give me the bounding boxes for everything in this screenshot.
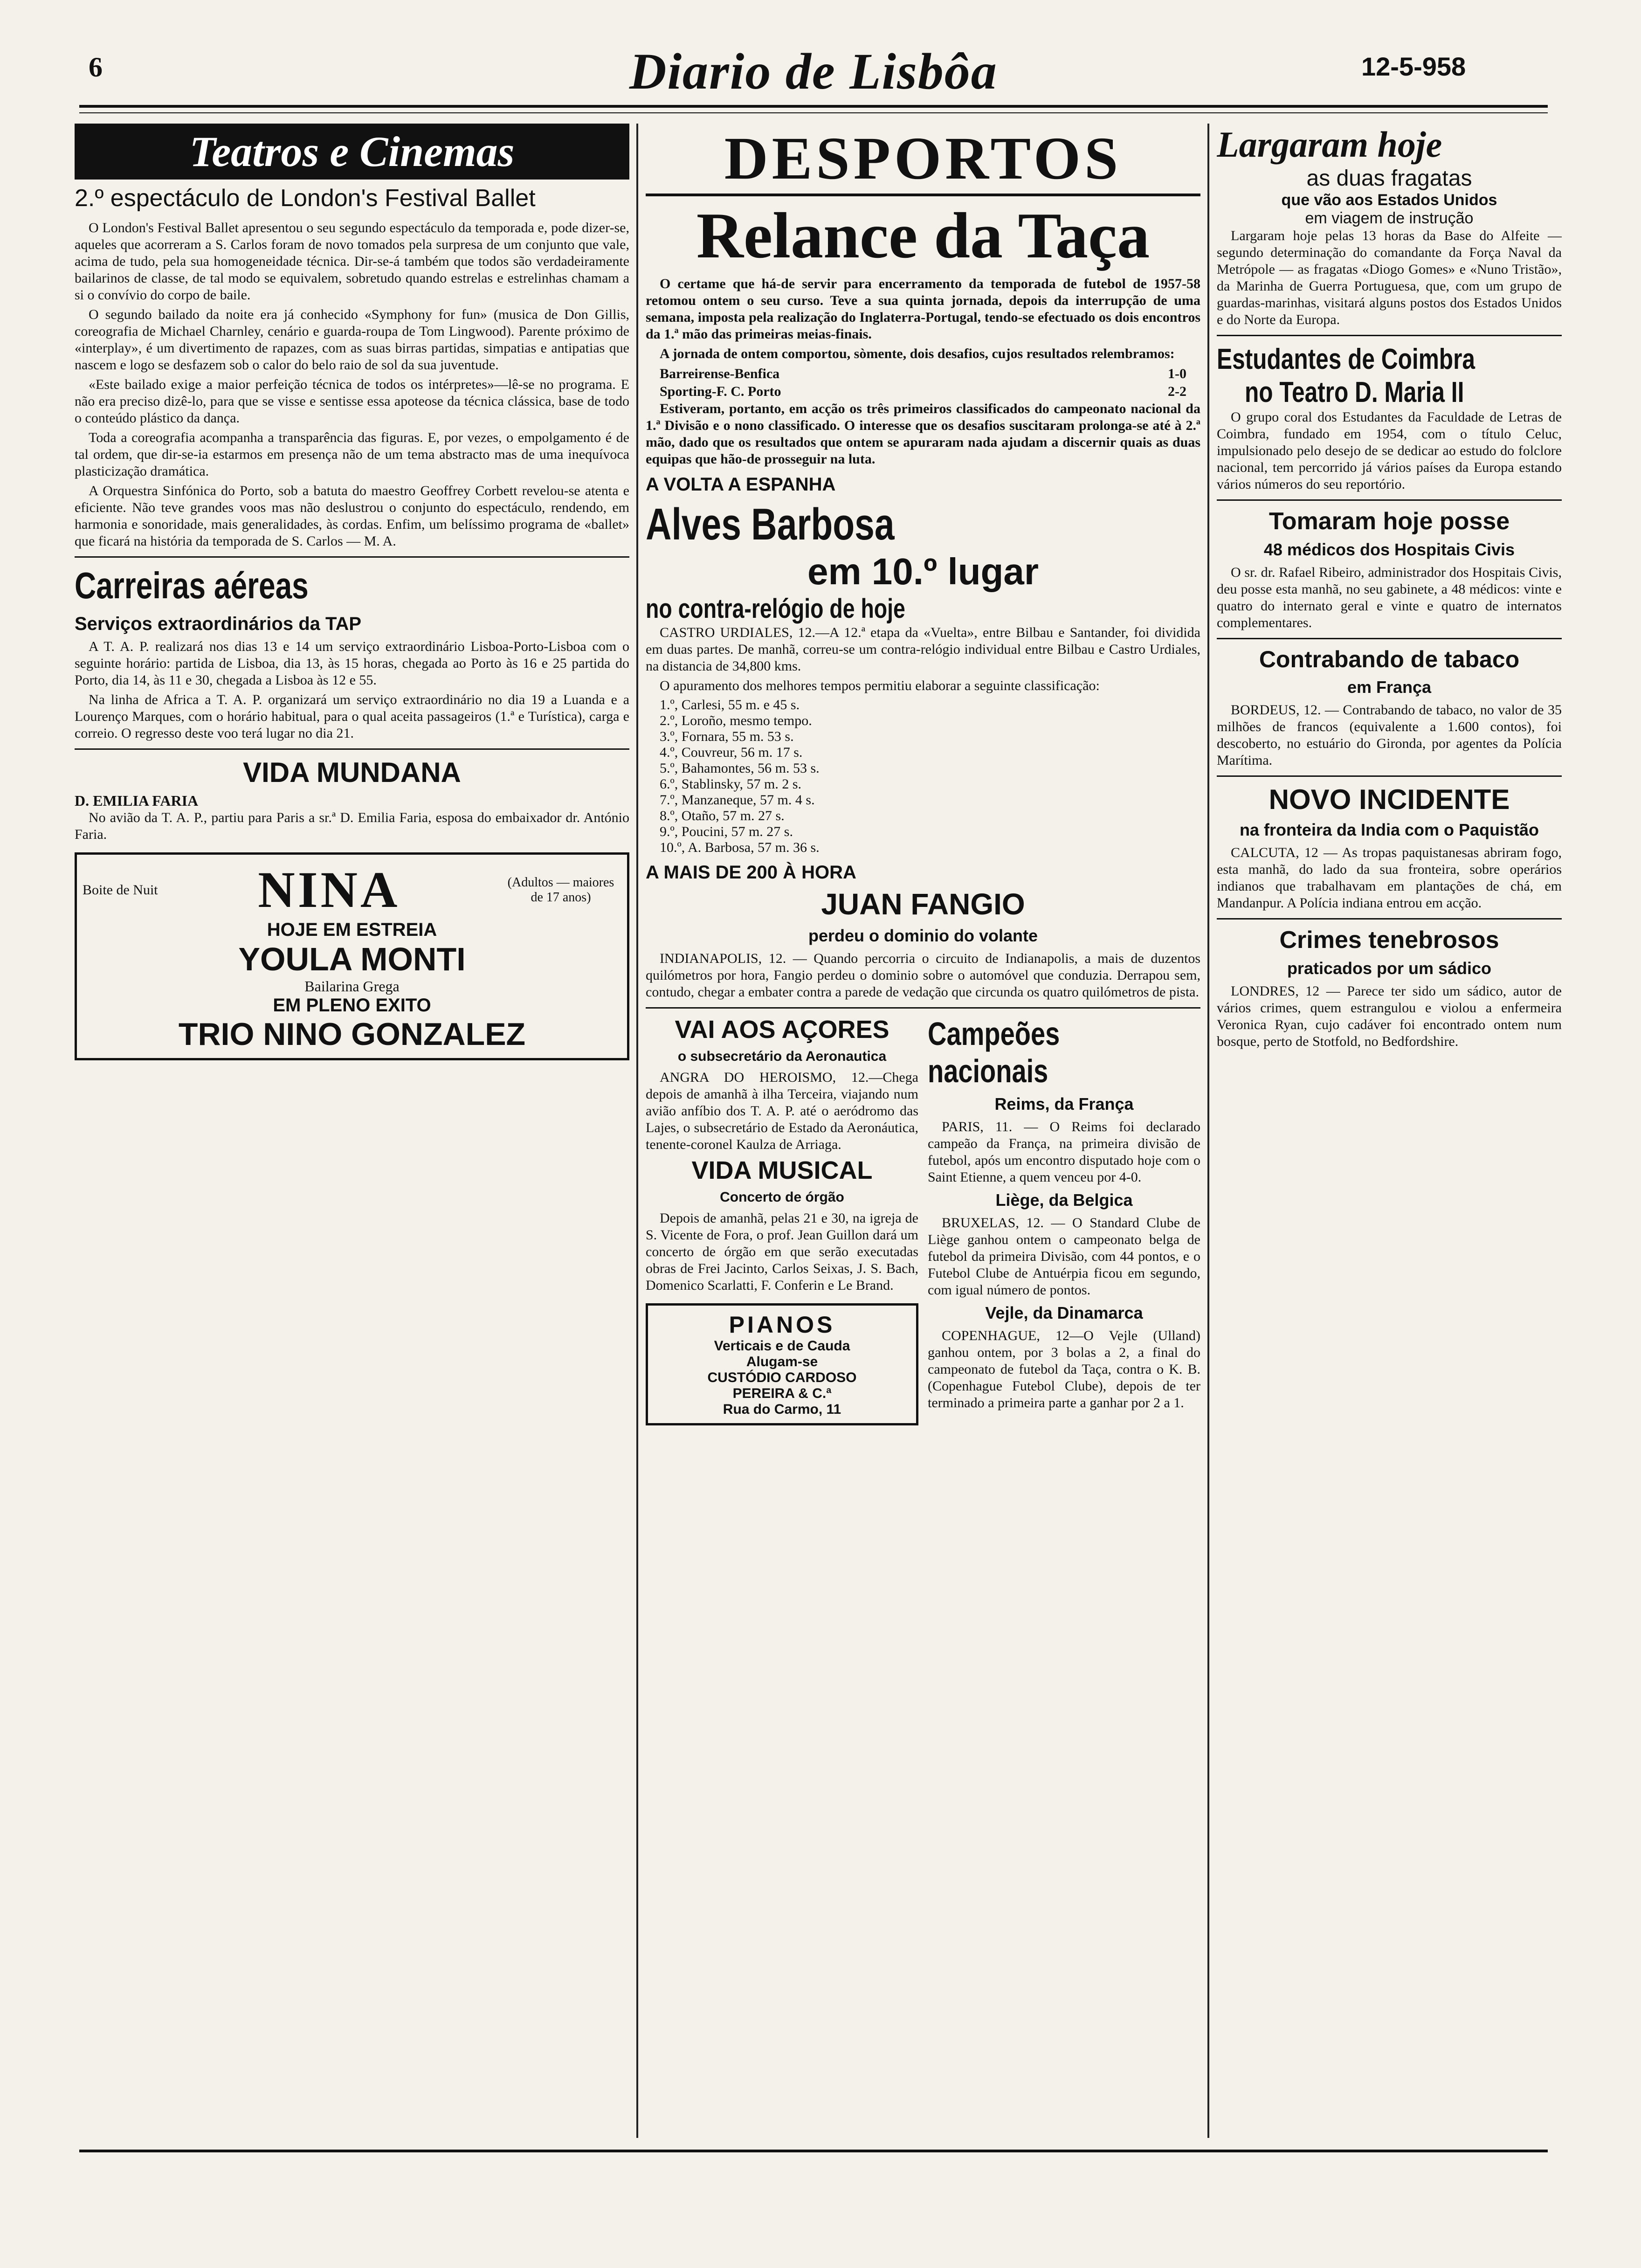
section-title-desportos: DESPORTOS bbox=[646, 124, 1200, 196]
nina-advertisement bbox=[75, 852, 629, 1060]
mundana-title: VIDA MUNDANA bbox=[243, 757, 461, 788]
fangio-paragraph: INDIANAPOLIS, 12. — Quando percorria o circuito de Indianapolis, a mais de duzentos quilómetros por hora, Fangio perdeu o dominio sobre o automóvel que conduzia. Derrapou sem, contudo, chegar a embater contra a parede de vedação que circunda os quatro quilómetros de pista. bbox=[646, 951, 1200, 1000]
divider bbox=[1217, 638, 1562, 639]
classification-item: 8.º, Otaño, 57 m. 27 s. bbox=[660, 808, 785, 823]
musical-paragraph: Depois de amanhã, pelas 21 e 30, na igreja de S. Vicente de Fora, o prof. Jean Guillon dará um concerto de órgão em que serão executadas obras de Frei Jacinto, Carlos Seixas, J. S. Bach, Domenico Scarlatti, F. Conferin e Le Brand. bbox=[646, 1210, 918, 1293]
campeoes-title: Campeões nacionais bbox=[928, 1016, 1060, 1089]
ad-line: CUSTÓDIO CARDOSO bbox=[707, 1370, 857, 1385]
ad-line: HOJE EM ESTREIA bbox=[267, 920, 437, 940]
incidente-paragraph: CALCUTA, 12 — As tropas paquistanesas abriram fogo, esta manhã, do lado da sua fronteira, sobre operários indianos que trabalhavam em plantações de chá, em Mandanpur. A Polícia indiana entrou em acção. bbox=[1217, 845, 1562, 911]
column-divider bbox=[1207, 124, 1209, 2138]
tabaco-sub: em França bbox=[1347, 678, 1432, 697]
ad-line: Verticais e de Cauda bbox=[714, 1338, 850, 1354]
tap-title: Carreiras aéreas bbox=[75, 565, 309, 606]
ad-line: TRIO NINO GONZALEZ bbox=[178, 1016, 526, 1052]
divider bbox=[1217, 918, 1562, 920]
mundana-paragraph: No avião da T. A. P., partiu para Paris a sr.ª D. Emilia Faria, esposa do embaixador dr. António Faria. bbox=[75, 810, 629, 842]
classification-list bbox=[660, 697, 1200, 856]
column-theatre bbox=[75, 124, 629, 2138]
mundana-name: D. EMILIA FARIA bbox=[75, 792, 199, 809]
classification-item: 6.º, Stablinsky, 57 m. 2 s. bbox=[660, 776, 802, 792]
fragatas-sub: que vão aos Estados Unidos bbox=[1281, 191, 1497, 209]
classification-item: 5.º, Bahamontes, 56 m. 53 s. bbox=[660, 761, 820, 776]
volta-sub2: no contra-relógio de hoje bbox=[646, 594, 905, 624]
tap-paragraph: Na linha de Africa a T. A. P. organizará um serviço extraordinário no dia 19 a Luanda e a Lourenço Marques, com o horário habitual, para o qual aceita passageiros (1.ª e Turística), carga e correio. O regresso deste voo terá lugar no dia 21. bbox=[75, 692, 629, 741]
classification-item: 9.º, Poucini, 57 m. 27 s. bbox=[660, 824, 793, 839]
classification-item: 7.º, Manzaneque, 57 m. 4 s. bbox=[660, 792, 815, 808]
score-match: Sporting-F. C. Porto bbox=[660, 384, 781, 399]
ballet-paragraph: O London's Festival Ballet apresentou o seu segundo espectáculo da temporada e, pode dizer-se, aqueles que acorreram a S. Carlos foram de novo tomados pela surpresa de um conjunto que vale, acima de tudo, pela sua homogeneidade técnica. Dir-se-á também que todos são verdadeiramente bailarinos de classe, de tal modo se equivalem, sobretudo quando estrelas e estrelinhas chamam a si o convívio do corpo de baile. bbox=[75, 220, 629, 303]
crimes-sub: praticados por um sádico bbox=[1287, 959, 1492, 978]
ad-line: PEREIRA & C.ª bbox=[732, 1386, 832, 1401]
ballet-paragraph: A Orquestra Sinfónica do Porto, sob a batuta do maestro Geoffrey Corbett revelou-se atenta e eficiente. Não teve grandes voos mas não deslustrou o conjunto do espectáculo, rendendo, em harmonia e sonoridade, mais generalidades, às cordas. Enfim, um belíssimo programa de «ballet» que ficará na história da temporada de S. Carlos — M. A. bbox=[75, 483, 629, 549]
coimbra-paragraph: O grupo coral dos Estudantes da Faculdade de Letras de Coimbra, fundado em 1954, com o título Celuc, impulsionado pelo desejo de se dedicar ao estudo do folclore nacional, tem percorrido já vários países da Europa estando vários números do seu reportório. bbox=[1217, 409, 1562, 492]
classification-intro: O apuramento dos melhores tempos permitiu elaborar a seguinte classificação: bbox=[660, 678, 1100, 693]
divider bbox=[75, 556, 629, 558]
musical-sub: Concerto de órgão bbox=[720, 1189, 844, 1205]
crimes-title: Crimes tenebrosos bbox=[1279, 927, 1499, 954]
volta-paragraph: CASTRO URDIALES, 12.—A 12.ª etapa da «Vuelta», entre Bilbau e Santander, foi dividida em duas partes. De manhã, correu-se um contra-relógio individual entre Bilbau e Castro Urdiales, na distancia de 34,800 kms. bbox=[646, 625, 1200, 674]
ad-line: Rua do Carmo, 11 bbox=[723, 1402, 841, 1417]
vejle-paragraph: COPENHAGUE, 12—O Vejle (Ulland) ganhou ontem, por 3 bolas a 2, a final do campeonato de futebol da Taça, contra o K. B. (Copenhague Futebol Clube), depois de ter terminado a primeira parte a ganhar por 2 a 1. bbox=[928, 1328, 1200, 1411]
classification-item: 4.º, Couvreur, 56 m. 17 s. bbox=[660, 745, 803, 760]
fragatas-sub: as duas fragatas bbox=[1306, 166, 1472, 191]
issue-date: 12-5-958 bbox=[1361, 52, 1466, 81]
ad-line: PIANOS bbox=[729, 1312, 835, 1338]
ad-line: EM PLENO EXITO bbox=[273, 995, 431, 1016]
classification-item: 2.º, Loroño, mesmo tempo. bbox=[660, 713, 812, 728]
ballet-paragraph: O segundo bailado da noite era já conhecido «Symphony for fun» (musica de Don Gillis, coreografia de Michael Charnley, cenário e guarda-roupa de Tom Lingwood). Parente próximo de «interplay», é um divertimento de rapazes, com as suas birras partidas, simpatias e antipatias que nascem e logo se desfazem sob o calor do belo raio de sol da sua juventude. bbox=[75, 307, 629, 373]
tabaco-paragraph: BORDEUS, 12. — Contrabando de tabaco, no valor de 35 milhões de francos (equivalente a 1.600 contos), foi descoberto, no estuário do Gironda, por agentes da Polícia Marítima. bbox=[1217, 702, 1562, 768]
footer-rule bbox=[79, 2150, 1548, 2156]
reims-sub: Reims, da França bbox=[994, 1094, 1134, 1113]
score-result: 2-2 bbox=[1168, 384, 1186, 399]
score-match: Barreirense-Benfica bbox=[660, 366, 780, 381]
ad-line: Alugam-se bbox=[746, 1354, 818, 1369]
ballet-headline: 2.º espectáculo de London's Festival Ballet bbox=[75, 185, 536, 212]
coimbra-title: Estudantes de Coimbra bbox=[1217, 343, 1475, 375]
divider bbox=[646, 1007, 1200, 1009]
posse-paragraph: O sr. dr. Rafael Ribeiro, administrador dos Hospitais Civis, deu posse esta manhã, no seu gabinete, a 48 médicos: vinte e quatro do internato geral e vinte e quatro de internatos complementares. bbox=[1217, 565, 1562, 630]
newspaper-title: Diario de Lisbôa bbox=[629, 43, 998, 100]
acores-title: VAI AOS AÇORES bbox=[675, 1016, 889, 1044]
fragatas-paragraph: Largaram hoje pelas 13 horas da Base do Alfeite — segundo determinação do comandante da Força Naval da Metrópole — as fragatas «Diogo Gomes» e «Nuno Tristão», da Marinha de Guerra Portuguesa, que, com um grupo de guardas-marinhas, visitará alguns postos dos Estados Unidos e do Norte da Europa. bbox=[1217, 228, 1562, 327]
column-news bbox=[1217, 124, 1562, 2138]
incidente-title: NOVO INCIDENTE bbox=[1269, 784, 1510, 815]
page-number: 6 bbox=[89, 52, 103, 83]
tabaco-title: Contrabando de tabaco bbox=[1259, 646, 1520, 672]
musical-title: VIDA MUSICAL bbox=[691, 1156, 873, 1184]
tap-paragraph: A T. A. P. realizará nos dias 13 e 14 um serviço extraordinário Lisboa-Porto-Lisboa com o seguinte horário: partida de Lisboa, dia 13, às 15 horas, chegada ao Porto às 16 e 25 partida do Porto, dia 14, às 11 e 30, chegada a Lisboa às 12 e 55. bbox=[75, 639, 629, 688]
posse-sub: 48 médicos dos Hospitais Civis bbox=[1263, 540, 1515, 559]
fragatas-sub: em viagem de instrução bbox=[1305, 209, 1474, 227]
volta-kicker: A VOLTA A ESPANHA bbox=[646, 474, 836, 495]
score-result: 1-0 bbox=[1168, 366, 1186, 381]
score-row bbox=[660, 383, 1186, 401]
divider bbox=[1217, 775, 1562, 777]
pianos-advertisement bbox=[646, 1303, 918, 1425]
classification-item: 10.º, A. Barbosa, 57 m. 36 s. bbox=[660, 840, 820, 855]
ad-line: YOULA MONTI bbox=[238, 941, 466, 977]
column-sports bbox=[646, 124, 1200, 2138]
classification-item: 3.º, Fornara, 55 m. 53 s. bbox=[660, 729, 794, 744]
ballet-paragraph: Toda a coreografia acompanha a transparência das figuras. E, por vezes, o empolgamento é de tal ordem, que dir-se-ia estarmos em presença não de um tema abstracto mas de uma inequívoca plasticização dramática. bbox=[75, 430, 629, 479]
volta-sub: em 10.º lugar bbox=[807, 551, 1039, 592]
reims-paragraph: PARIS, 11. — O Reims foi declarado campeão da França, na primeira divisão de futebol, após um encontro disputado hoje com o Saint Etienne, a quem venceu por 4-0. bbox=[928, 1119, 1200, 1185]
ballet-paragraph: «Este bailado exige a maior perfeição técnica de todos os intérpretes»—lê-se no programa. E não era preciso dizê-lo, para que se visse e sentisse essa apoteose da técnica clássica, base de todo o conteúdo plástico da dança. bbox=[75, 377, 629, 426]
crimes-paragraph: LONDRES, 12 — Parece ter sido um sádico, autor de vários crimes, quem estrangulou e violou a enfermeira Veronica Ryan, cujo cadáver foi encontrado ontem num bosque, perto de Stotfold, no Bedfordshire. bbox=[1217, 983, 1562, 1049]
acores-paragraph: ANGRA DO HEROISMO, 12.—Chega depois de amanhã à ilha Terceira, viajando num avião anfíbio dos T. A. P. até o aeródromo das Lajes, o subsecretário de Estado da Aeronáutica, tenente-coronel Kaulza de Arriaga. bbox=[646, 1070, 918, 1152]
vejle-sub: Vejle, da Dinamarca bbox=[985, 1303, 1143, 1322]
liege-paragraph: BRUXELAS, 12. — O Standard Clube de Liège ganhou ontem o campeonato belga de futebol da primeira Divisão, com 44 pontos, e o Futebol Clube de Antuérpia ficou em segundo, com igual número de pontos. bbox=[928, 1215, 1200, 1298]
masthead-rule bbox=[79, 105, 1548, 113]
fangio-sub: perdeu o dominio do volante bbox=[808, 926, 1038, 945]
nina-logo: NINA bbox=[258, 861, 400, 918]
volta-title: Alves Barbosa bbox=[646, 499, 895, 549]
incidente-sub: na fronteira da India com o Paquistão bbox=[1239, 820, 1539, 839]
taca-intro: O certame que há-de servir para encerramento da temporada de futebol de 1957-58 retomou ontem o seu curso. Teve a sua quinta jornada, depois da interrupção de uma semana, imposta pela realização do Inglaterra-Portugal, tendo-se efectuado os dois encontros da 1.ª mão das primeiras meias-finais. bbox=[646, 276, 1200, 342]
score-row bbox=[660, 365, 1186, 383]
acores-sub: o subsecretário da Aeronautica bbox=[677, 1049, 887, 1064]
coimbra-sub: no Teatro D. Maria II bbox=[1245, 376, 1464, 408]
section-title-teatros: Teatros e Cinemas bbox=[75, 124, 629, 180]
posse-title: Tomaram hoje posse bbox=[1269, 508, 1510, 535]
divider bbox=[1217, 499, 1562, 501]
column-divider bbox=[636, 124, 638, 2138]
fangio-kicker: A MAIS DE 200 À HORA bbox=[646, 862, 856, 883]
taca-intro: A jornada de ontem comportou, sòmente, dois desafios, cujos resultados relembramos: bbox=[660, 346, 1175, 361]
fangio-title: JUAN FANGIO bbox=[821, 887, 1025, 921]
tap-subtitle: Serviços extraordinários da TAP bbox=[75, 614, 362, 634]
divider bbox=[1217, 335, 1562, 336]
ad-left-label: Boite de Nuit bbox=[83, 882, 158, 898]
taca-paragraph: Estiveram, portanto, em acção os três primeiros classificados do campeonato nacional da 1.ª Divisão e o nono classificado. O interesse que os desafios suscitaram prolonga-se até à 2.ª mão, dado que os resultados que ontem se apuraram nada ajudam a discernir quais as duas equipas que hão-de prosseguir na luta. bbox=[646, 401, 1200, 467]
classification-item: 1.º, Carlesi, 55 m. e 45 s. bbox=[660, 697, 800, 712]
ad-line: Bailarina Grega bbox=[304, 978, 400, 995]
divider bbox=[75, 748, 629, 750]
ad-age-note: (Adultos — maiores de 17 anos) bbox=[507, 875, 614, 905]
liege-sub: Liège, da Belgica bbox=[995, 1190, 1133, 1210]
taca-headline: Relance da Taça bbox=[696, 200, 1150, 272]
fragatas-title: Largaram hoje bbox=[1217, 124, 1442, 165]
